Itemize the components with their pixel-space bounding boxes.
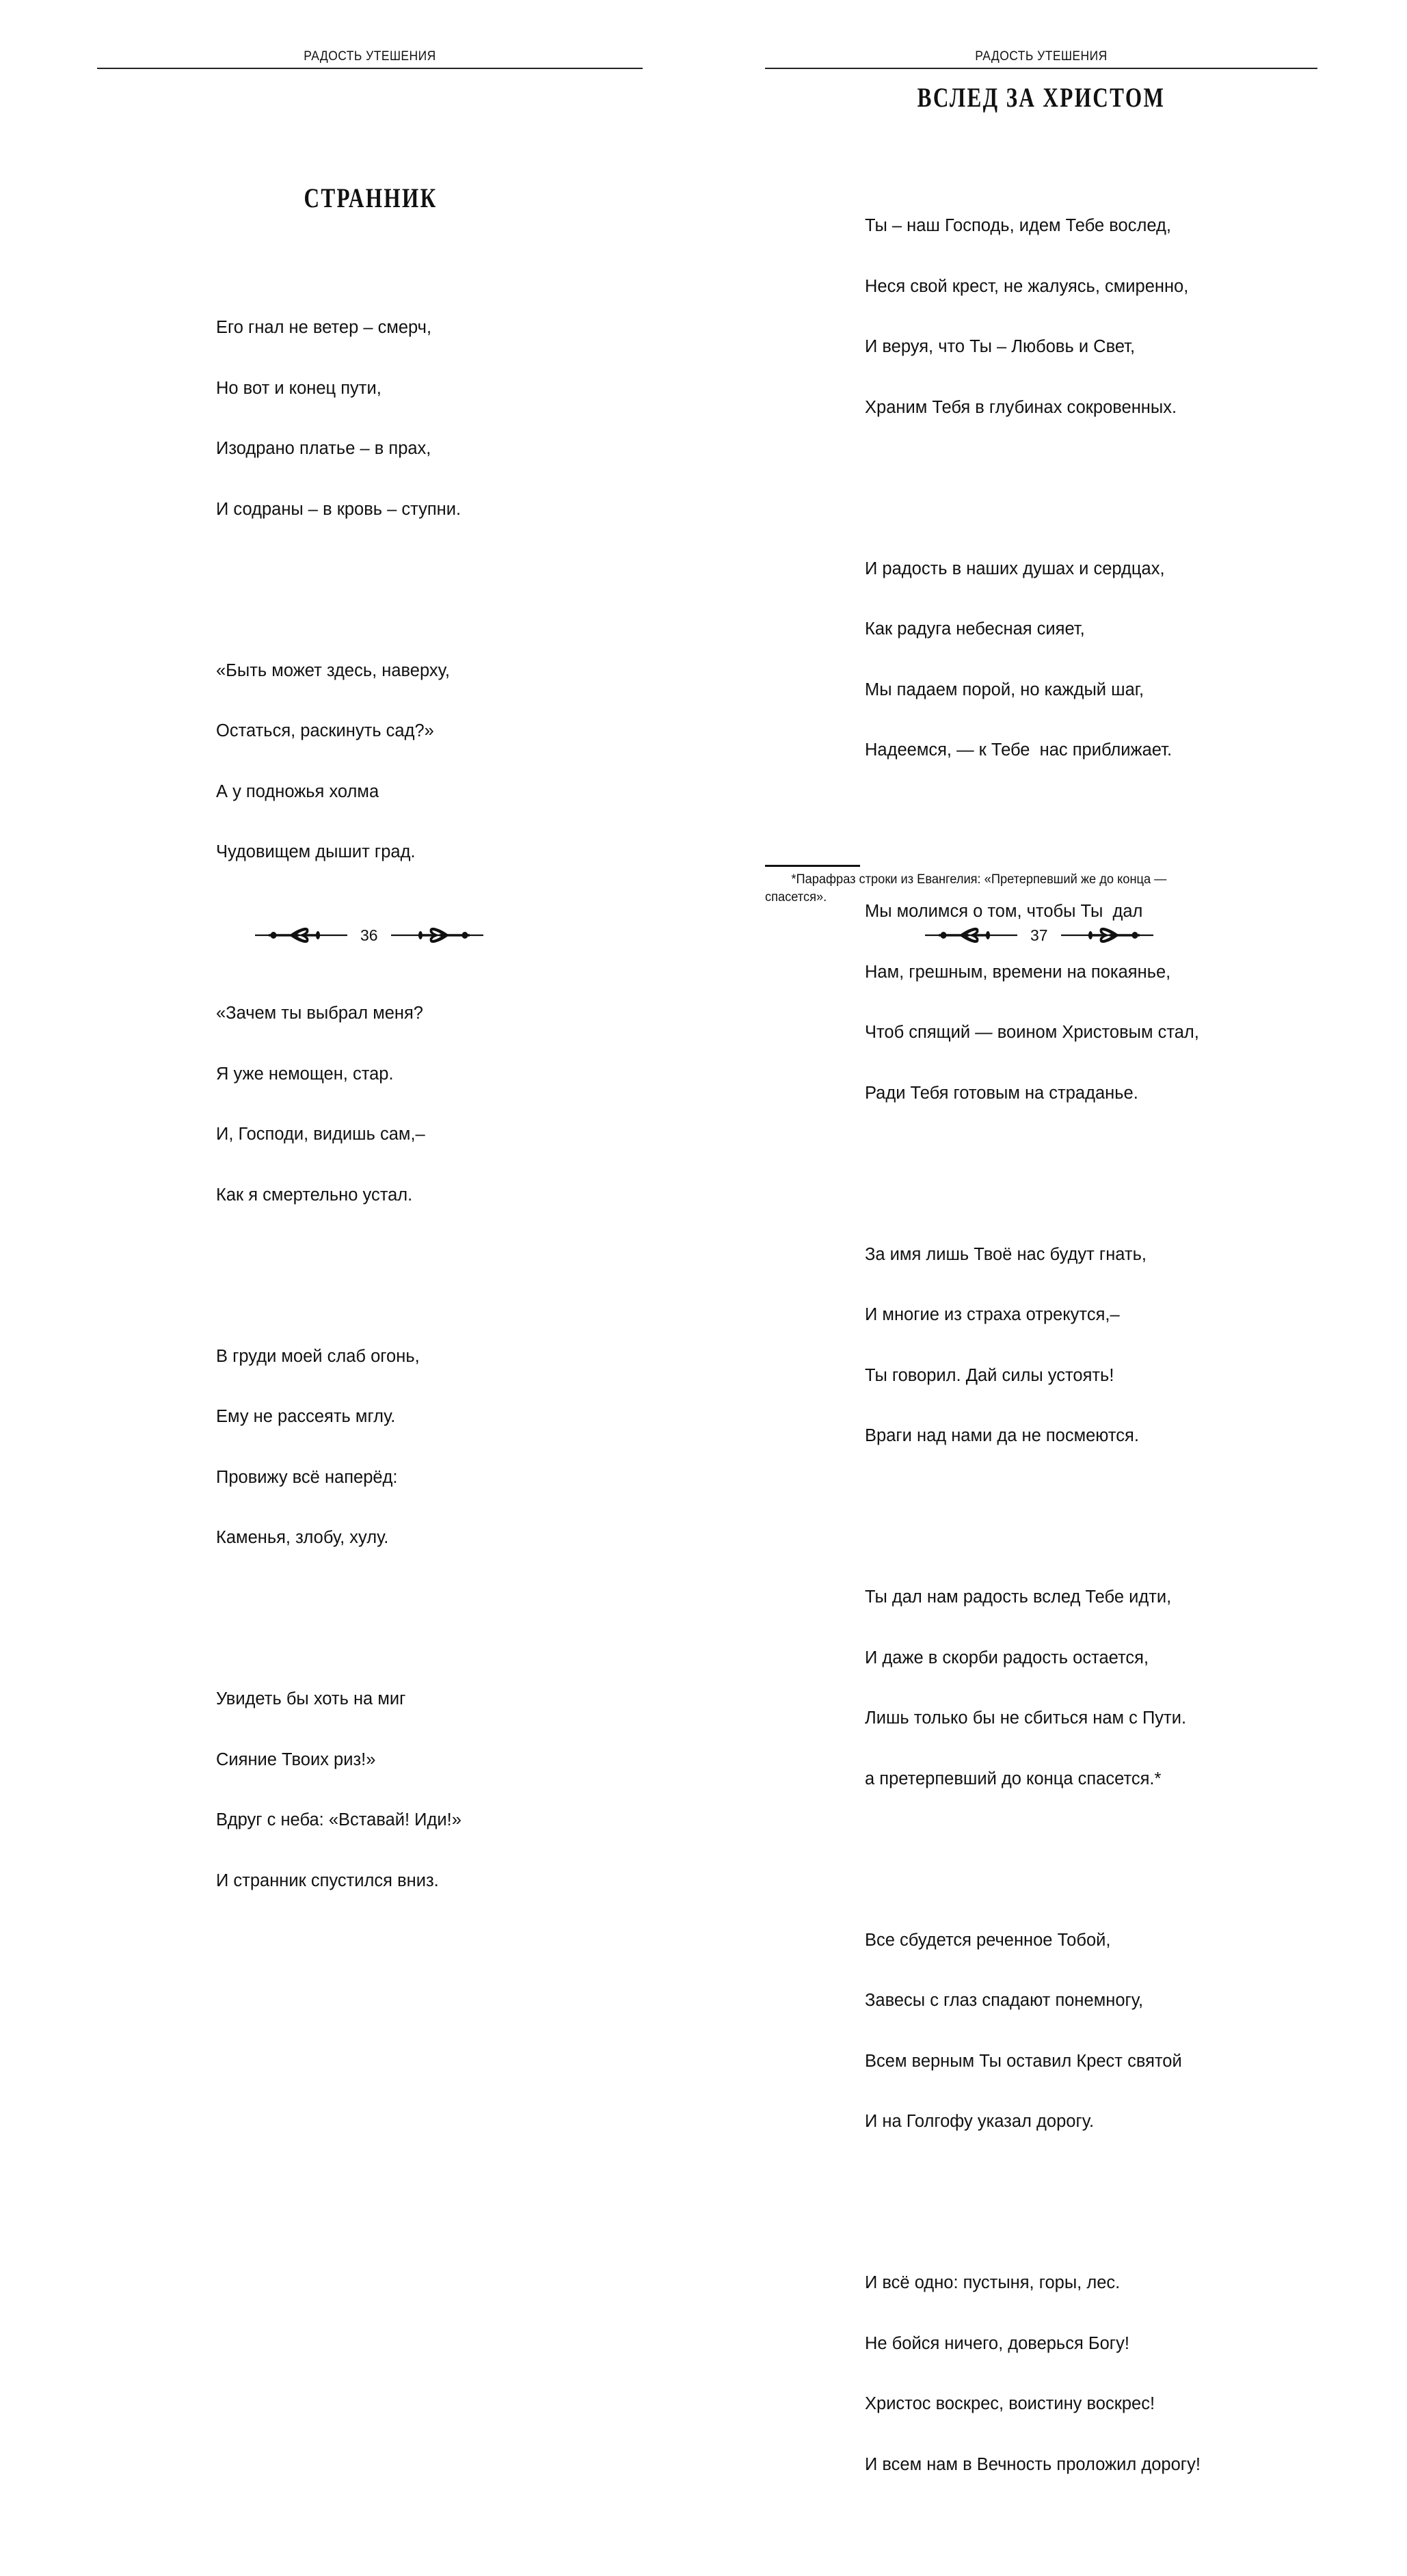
verse-line: И даже в скорби радость остается, [865, 1648, 1149, 1667]
fleuron-right-icon [1060, 924, 1153, 946]
verse-line: Не бойся ничего, доверься Богу! [865, 2333, 1129, 2353]
verse-line: Но вот и конец пути, [216, 378, 381, 398]
verse-line: Христос воскрес, воистину воскрес! [865, 2394, 1155, 2413]
verse-line: Каменья, злобу, хулу. [216, 1528, 389, 1547]
poem-title: ВСЛЕД ЗА ХРИСТОМ [917, 82, 1166, 113]
poem-body [216, 237, 461, 1992]
header-rule [97, 68, 643, 69]
verse-line: Мы падаем порой, но каждый шаг, [865, 680, 1144, 699]
verse-line: Лишь только бы не сбиться нам с Пути. [865, 1708, 1187, 1728]
verse-line: «Зачем ты выбрал меня? [216, 1004, 423, 1023]
page-number: 37 [1030, 926, 1048, 944]
verse-line: Нам, грешным, времени на покаянье, [865, 962, 1171, 982]
page-number: 36 [360, 926, 378, 944]
verse-line: Чудовищем дышит град. [216, 842, 416, 861]
verse-line: Завесы с глаз спадают понемногу, [865, 1991, 1144, 2010]
verse-line: А у подножья холма [216, 781, 379, 801]
verse-line: И радость в наших душах и сердцах, [865, 559, 1165, 578]
footnote-line: *Парафраз строки из Евангелия: «Претерпевший же до конца — [791, 872, 1167, 887]
verse-line: Вдруг с неба: «Вставай! Иди!» [216, 1810, 461, 1829]
right-page [704, 0, 1407, 2474]
verse-line: Как я смертельно устал. [216, 1185, 413, 1205]
verse-line: Мы молимся о том, чтобы Ты дал [865, 902, 1143, 921]
verse-line: Надеемся, — к Тебе нас приближает. [865, 740, 1172, 760]
verse-line: Ради Тебя готовым на страданье. [865, 1083, 1138, 1103]
verse-line: Провижу всё наперёд: [216, 1467, 398, 1487]
stanza [865, 1547, 1201, 1829]
verse-line: Я уже немощен, стар. [216, 1064, 394, 1084]
verse-line: И на Голгофу указал дорогу. [865, 2112, 1095, 2131]
verse-line: Как радуга небесная сияет, [865, 619, 1085, 639]
fleuron-left-icon [255, 924, 348, 946]
running-head: РАДОСТЬ УТЕШЕНИЯ [304, 49, 436, 64]
verse-line: Сияние Твоих риз!» [216, 1749, 376, 1769]
verse-line: За имя лишь Твоё нас будут гнать, [865, 1244, 1147, 1264]
stanza [216, 963, 461, 1246]
fleuron-left-icon [925, 924, 1018, 946]
poem-title: СТРАННИК [304, 183, 438, 213]
running-head: РАДОСТЬ УТЕШЕНИЯ [975, 49, 1108, 64]
page-folio [925, 924, 1153, 946]
verse-line: Враги над нами да не посмеются. [865, 1426, 1139, 1445]
verse-line: Ты дал нам радость вслед Тебе идти, [865, 1587, 1172, 1607]
stanza [216, 1649, 461, 1931]
stanza [865, 176, 1201, 458]
footnote-rule [765, 865, 860, 867]
verse-line: И многие из страха отрекутся,– [865, 1305, 1120, 1324]
verse-line: а претерпевший до конца спасется.* [865, 1769, 1162, 1788]
stanza [216, 278, 461, 560]
verse-line: Ты – наш Господь, идем Тебе вослед, [865, 216, 1171, 235]
verse-line: «Быть может здесь, наверху, [216, 660, 450, 680]
verse-line: Всем верным Ты оставил Крест святой [865, 2051, 1182, 2071]
footnote [765, 871, 1296, 907]
verse-line: Ты говорил. Дай силы устоять! [865, 1365, 1114, 1385]
verse-line: И веруя, что Ты – Любовь и Свет, [865, 337, 1136, 356]
verse-line: Храним Тебя в глубинах сокровенных. [865, 397, 1177, 417]
verse-line: Увидеть бы хоть на миг [216, 1689, 406, 1708]
fleuron-right-icon [390, 924, 483, 946]
verse-line: Все сбудется реченное Тобой, [865, 1930, 1111, 1950]
verse-line: В груди моей слаб огонь, [216, 1346, 420, 1366]
page-folio [255, 924, 483, 946]
verse-line: И содраны – в кровь – ступни. [216, 499, 461, 519]
verse-line: Ему не рассеять мглу. [216, 1407, 396, 1426]
poem-body [865, 135, 1201, 2576]
verse-line: И странник спустился вниз. [216, 1870, 439, 1890]
footnote-line: спасется». [765, 890, 827, 904]
stanza [216, 621, 461, 903]
verse-line: Изодрано платье – в прах, [216, 439, 431, 458]
left-page [0, 0, 704, 1890]
verse-line: И всё одно: пустыня, горы, лес. [865, 2273, 1121, 2292]
verse-line: Его гнал не ветер – смерч, [216, 318, 432, 337]
verse-line: Чтоб спящий — воином Христовым стал, [865, 1023, 1199, 1042]
verse-line: Остаться, раскинуть сад?» [216, 721, 434, 740]
stanza [865, 2233, 1201, 2515]
verse-line: Неся свой крест, не жалуясь, смиренно, [865, 276, 1189, 296]
stanza [865, 1890, 1201, 2173]
stanza [865, 519, 1201, 801]
verse-line: И всем нам в Вечность проложил дорогу! [865, 2454, 1201, 2474]
stanza [865, 1205, 1201, 1487]
header-rule [765, 68, 1317, 69]
verse-line: И, Господи, видишь сам,– [216, 1125, 425, 1144]
stanza [216, 1306, 461, 1589]
